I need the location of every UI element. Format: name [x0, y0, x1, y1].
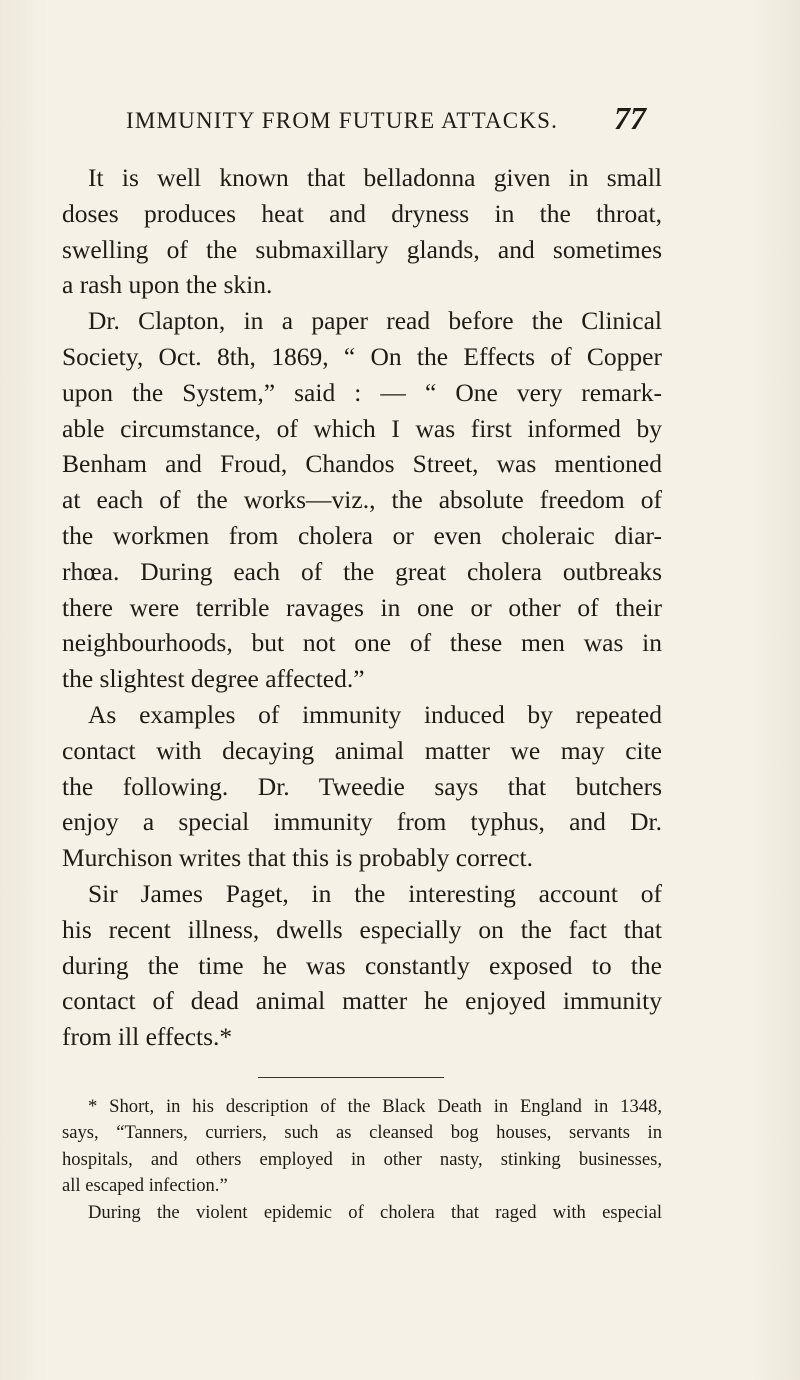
footnote [62, 1094, 662, 1226]
text-line: his recent illness, dwells especially on the fact that [62, 914, 662, 944]
text-line: a rash upon the skin. [62, 270, 273, 300]
text-line: neighbourhoods, but not one of these men was in [62, 628, 662, 658]
text-line: swelling of the submaxillary glands, and sometimes [62, 234, 662, 264]
text-line: upon the System,” said : — “ One very remark- [62, 377, 662, 407]
main-text [62, 160, 662, 1055]
text-line: during the time he was constantly exposed to the [62, 950, 662, 980]
footnote-line: hospitals, and others employed in other nasty, stinking businesses, [62, 1148, 662, 1170]
text-line: Benham and Froud, Chandos Street, was mentioned [62, 449, 662, 479]
text-line: at each of the works—viz., the absolute freedom of [62, 485, 662, 515]
text-line: Murchison writes that this is probably correct. [62, 843, 533, 873]
page-header [126, 100, 646, 140]
text-line: It is well known that belladonna given in small [88, 163, 662, 192]
text-line: the following. Dr. Tweedie says that butchers [62, 771, 662, 801]
text-line: there were terrible ravages in one or other of their [62, 592, 662, 622]
footnote-line: all escaped infection.” [62, 1175, 228, 1197]
text-line: contact of dead animal matter he enjoyed immunity [62, 986, 662, 1016]
text-line: the workmen from cholera or even choleraic diar- [62, 520, 662, 550]
text-line: able circumstance, of which I was first informed by [62, 413, 662, 443]
text-line: As examples of immunity induced by repeated [88, 699, 662, 729]
running-head: IMMUNITY FROM FUTURE ATTACKS. [126, 108, 559, 133]
text-line: from ill effects.* [62, 1022, 233, 1052]
text-line: Society, Oct. 8th, 1869, “ On the Effects of Copper [62, 341, 662, 371]
footnote-divider [258, 1077, 444, 1078]
text-line: doses produces heat and dryness in the throat, [62, 198, 662, 228]
footnote-line: says, “Tanners, curriers, such as cleansed bog houses, servants in [62, 1122, 662, 1144]
footnote-line: During the violent epidemic of cholera that raged with especial [88, 1201, 662, 1223]
text-line: rhœa. During each of the great cholera outbreaks [62, 556, 662, 586]
text-line: contact with decaying animal matter we may cite [62, 735, 662, 765]
text-line: the slightest degree affected.” [62, 664, 365, 694]
text-line: enjoy a special immunity from typhus, and Dr. [62, 807, 662, 837]
page-number: 77 [614, 100, 646, 136]
text-line: Dr. Clapton, in a paper read before the Clinical [88, 306, 662, 336]
footnote-line: * Short, in his description of the Black Death in England in 1348, [88, 1096, 662, 1117]
text-line: Sir James Paget, in the interesting account of [88, 878, 662, 908]
